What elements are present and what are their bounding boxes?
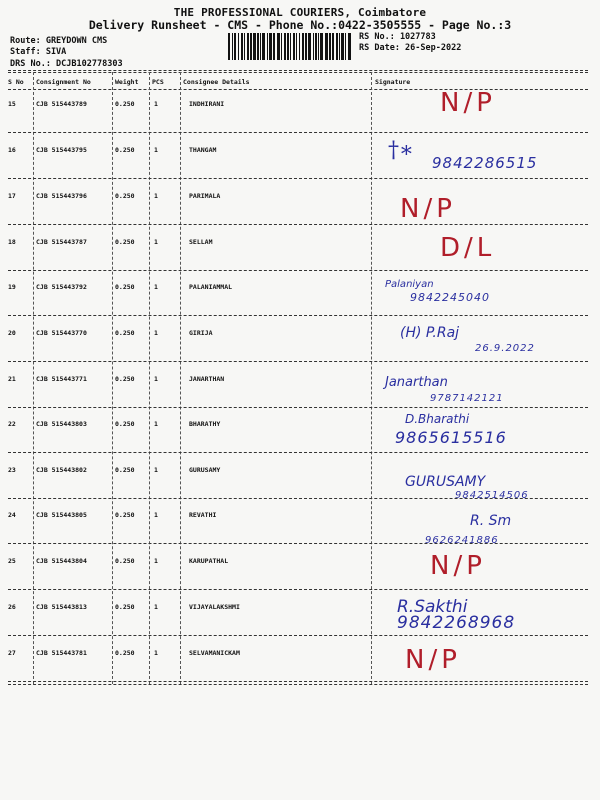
- barcode-bar: [284, 33, 286, 60]
- row-sno: 22: [8, 420, 16, 428]
- row-sno: 27: [8, 649, 16, 657]
- row-sno: 21: [8, 375, 16, 383]
- row-signature: D.Bharathi: [405, 412, 470, 426]
- barcode-bar: [325, 33, 328, 60]
- row-signature-note: 9842245040: [410, 291, 490, 304]
- row-consignment: CJB 515443803: [36, 420, 87, 428]
- col-divider-1: [33, 72, 34, 684]
- row-consignee: REVATHI: [189, 511, 217, 519]
- row-signature: R. Sm: [470, 513, 512, 529]
- rs-number: RS No.: 1027783: [359, 32, 436, 42]
- row-consignee: THANGAM: [189, 146, 217, 154]
- row-signature-note: 9626241886: [425, 535, 499, 546]
- row-pcs: 1: [154, 283, 158, 291]
- row-signature: N/P: [405, 645, 461, 675]
- table-bottom-rule: [8, 684, 588, 685]
- row-divider: [8, 407, 588, 408]
- row-divider: [8, 132, 588, 133]
- row-weight: 0.250: [115, 283, 135, 291]
- barcode-bar: [287, 33, 289, 60]
- runsheet-subtitle: Delivery Runsheet - CMS - Phone No.:0422-3505555 - Page No.:3: [88, 18, 512, 32]
- barcode-bar: [273, 33, 275, 60]
- row-consignment: CJB 515443805: [36, 511, 87, 519]
- row-consignment: CJB 515443795: [36, 146, 87, 154]
- barcode-bar: [247, 33, 249, 60]
- barcode-bar: [315, 33, 317, 60]
- company-title: THE PROFESSIONAL COURIERS, Coimbatore: [173, 6, 427, 19]
- header-rule-top-2: [8, 72, 588, 73]
- row-weight: 0.250: [115, 557, 135, 565]
- row-signature: (H) P.Raj: [400, 325, 460, 341]
- row-consignment: CJB 515443771: [36, 375, 87, 383]
- row-consignee: PALANIAMMAL: [189, 283, 233, 291]
- barcode-bar: [232, 33, 233, 60]
- drs-number: DRS No.: DCJB102778303: [10, 59, 123, 69]
- col-consignee: Consignee Details: [183, 78, 250, 86]
- route-text: Route: GREYDOWN CMS: [10, 36, 108, 46]
- barcode-bar: [277, 33, 280, 60]
- row-sno: 25: [8, 557, 16, 565]
- barcode-bar: [253, 33, 256, 60]
- row-sno: 26: [8, 603, 16, 611]
- row-consignee: SELLAM: [189, 238, 213, 246]
- row-consignment: CJB 515443792: [36, 283, 87, 291]
- row-consignee: JANARTHAN: [189, 375, 225, 383]
- row-sno: 17: [8, 192, 16, 200]
- col-weight: Weight: [115, 78, 139, 86]
- barcode-bar: [281, 33, 282, 60]
- row-weight: 0.250: [115, 192, 135, 200]
- barcode-bar: [305, 33, 307, 60]
- row-signature-note: 9787142121: [430, 393, 504, 404]
- row-weight: 0.250: [115, 603, 135, 611]
- row-signature-note: 9842268968: [397, 613, 516, 633]
- row-sno: 18: [8, 238, 16, 246]
- col-divider-2: [112, 72, 113, 684]
- row-consignee: BHARATHY: [189, 420, 221, 428]
- barcode-bar: [244, 33, 245, 60]
- barcode-bar: [267, 33, 268, 60]
- row-pcs: 1: [154, 329, 158, 337]
- row-signature-note: 9842514506: [455, 490, 529, 501]
- row-divider: [8, 543, 588, 544]
- row-divider: [8, 589, 588, 590]
- col-sno: S No: [8, 78, 24, 86]
- row-signature: R.Sakthi: [397, 597, 468, 617]
- row-weight: 0.250: [115, 649, 135, 657]
- row-signature-note: 26.9.2022: [475, 343, 535, 354]
- barcode-bar: [348, 33, 351, 60]
- row-weight: 0.250: [115, 375, 135, 383]
- row-sno: 19: [8, 283, 16, 291]
- barcode-bar: [257, 33, 259, 60]
- barcode-bar: [299, 33, 300, 60]
- row-weight: 0.250: [115, 466, 135, 474]
- row-consignment: CJB 515443796: [36, 192, 87, 200]
- row-consignment: CJB 515443787: [36, 238, 87, 246]
- barcode-bar: [329, 33, 331, 60]
- row-pcs: 1: [154, 192, 158, 200]
- col-divider-4: [180, 72, 181, 684]
- row-divider: [8, 498, 588, 499]
- row-signature: Palaniyan: [385, 279, 434, 290]
- row-divider: [8, 452, 588, 453]
- barcode-bar: [269, 33, 272, 60]
- row-sno: 16: [8, 146, 16, 154]
- barcode-bar: [339, 33, 340, 60]
- barcode-bar: [345, 33, 346, 60]
- barcode-bar: [336, 33, 338, 60]
- row-consignment: CJB 515443802: [36, 466, 87, 474]
- col-consignment: Consignment No: [36, 78, 91, 86]
- barcode-bar: [296, 33, 297, 60]
- row-pcs: 1: [154, 146, 158, 154]
- row-consignment: CJB 515443781: [36, 649, 87, 657]
- row-weight: 0.250: [115, 100, 135, 108]
- row-signature: 9842286515: [432, 154, 538, 172]
- row-pcs: 1: [154, 466, 158, 474]
- row-consignee: VIJAYALAKSHMI: [189, 603, 240, 611]
- col-signature: Signature: [375, 78, 411, 86]
- row-pcs: 1: [154, 375, 158, 383]
- row-consignment: CJB 515443804: [36, 557, 87, 565]
- barcode-bar: [250, 33, 252, 60]
- row-weight: 0.250: [115, 146, 135, 154]
- row-consignee: KARUPATHAL: [189, 557, 229, 565]
- row-sno: 20: [8, 329, 16, 337]
- row-sno: 24: [8, 511, 16, 519]
- row-signature: Janarthan: [385, 375, 448, 390]
- row-signature: N/P: [440, 88, 496, 118]
- row-consignment: CJB 515443789: [36, 100, 87, 108]
- row-divider: [8, 635, 588, 636]
- row-signature: D/L: [440, 233, 496, 263]
- row-divider: [8, 361, 588, 362]
- barcode-bar: [332, 33, 334, 60]
- header-rule-bottom: [8, 89, 588, 90]
- barcode-bar: [320, 33, 323, 60]
- col-divider-5: [371, 72, 372, 684]
- barcode-bar: [260, 33, 261, 60]
- row-signature: N/P: [400, 194, 456, 224]
- barcode-image: [228, 33, 354, 60]
- row-divider: [8, 224, 588, 225]
- header-rule-top: [8, 70, 588, 71]
- row-consignment: CJB 515443770: [36, 329, 87, 337]
- row-weight: 0.250: [115, 329, 135, 337]
- row-pcs: 1: [154, 238, 158, 246]
- row-consignee: INDHIRANI: [189, 100, 225, 108]
- barcode-bar: [234, 33, 236, 60]
- barcode-bar: [290, 33, 291, 60]
- row-weight: 0.250: [115, 238, 135, 246]
- barcode-bar: [308, 33, 311, 60]
- col-pcs: PCS: [152, 78, 164, 86]
- row-pcs: 1: [154, 420, 158, 428]
- row-pcs: 1: [154, 100, 158, 108]
- row-pcs: 1: [154, 603, 158, 611]
- row-divider: [8, 178, 588, 179]
- barcode-bar: [302, 33, 304, 60]
- row-pcs: 1: [154, 649, 158, 657]
- row-signature: N/P: [430, 551, 486, 581]
- row-weight: 0.250: [115, 420, 135, 428]
- barcode-bar: [341, 33, 344, 60]
- row-pcs: 1: [154, 511, 158, 519]
- barcode-bar: [318, 33, 319, 60]
- row-weight: 0.250: [115, 511, 135, 519]
- row-consignee: GURUSAMY: [189, 466, 221, 474]
- col-divider-3: [149, 72, 150, 684]
- row-consignee: SELVAMANICKAM: [189, 649, 240, 657]
- row-consignee: PARIMALA: [189, 192, 221, 200]
- barcode-bar: [228, 33, 230, 60]
- barcode-bar: [241, 33, 243, 60]
- row-signature: GURUSAMY: [405, 474, 486, 490]
- row-consignment: CJB 515443813: [36, 603, 87, 611]
- staff-text: Staff: SIVA: [10, 47, 67, 57]
- row-signature-note: 9865615516: [395, 428, 507, 447]
- row-divider: [8, 270, 588, 271]
- rs-date: RS Date: 26-Sep-2022: [359, 43, 462, 53]
- row-pcs: 1: [154, 557, 158, 565]
- barcode-bar: [262, 33, 265, 60]
- barcode-bar: [238, 33, 239, 60]
- row-sno: 15: [8, 100, 16, 108]
- barcode-bar: [293, 33, 295, 60]
- row-divider: [8, 315, 588, 316]
- row-sno: 23: [8, 466, 16, 474]
- row-divider: [8, 681, 588, 682]
- row-consignee: GIRIJA: [189, 329, 213, 337]
- barcode-bar: [313, 33, 314, 60]
- scribble-mark: †∗: [388, 138, 414, 163]
